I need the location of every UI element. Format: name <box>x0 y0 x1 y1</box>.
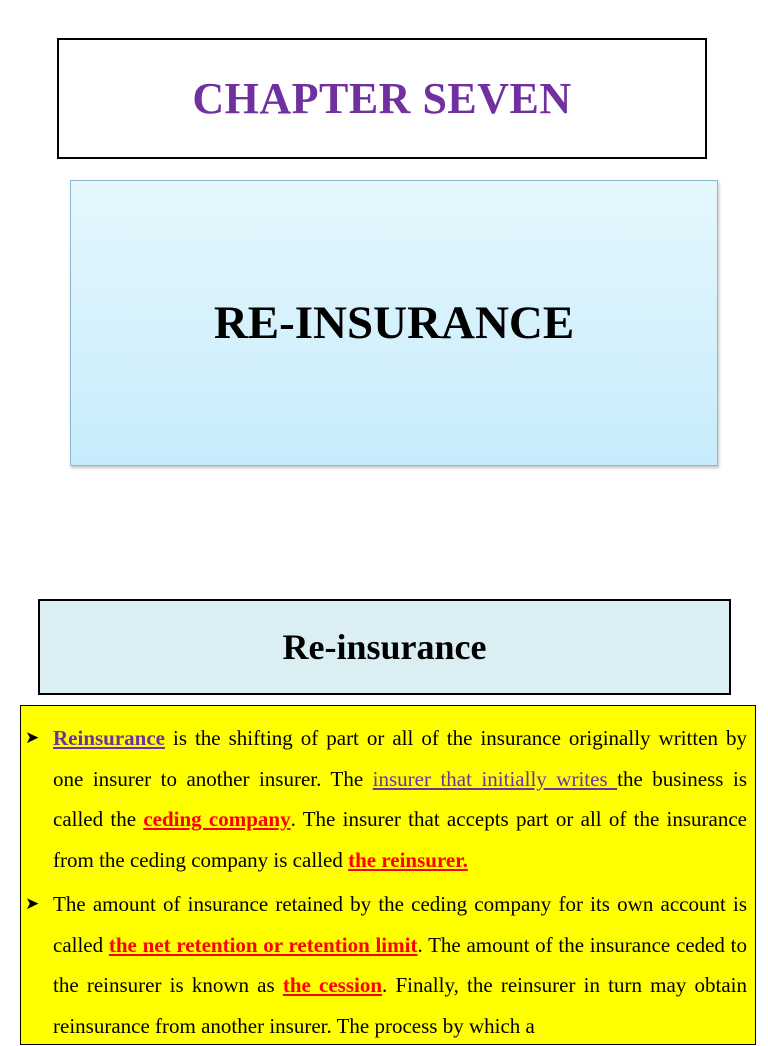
term-ceding-company: ceding company <box>143 807 291 831</box>
section-title: Re-insurance <box>282 627 487 667</box>
term-net-retention: the net retention or retention limit <box>108 932 418 957</box>
term-the-cession: the cession <box>282 973 383 997</box>
term-the-reinsurer: the reinsurer. <box>348 847 468 872</box>
section-title-box <box>38 599 731 695</box>
bullet-text: The amount of insurance retained by the ceding company for its own account is called <box>53 892 747 957</box>
bullet-item-1 <box>25 718 747 880</box>
bullet-item-2 <box>25 884 747 1046</box>
insurer-initially-writes-text: insurer that initially writes <box>372 766 618 791</box>
arrow-bullet-icon: ➤ <box>25 894 40 913</box>
bullet-text: the business is called the <box>53 766 747 831</box>
bullet-text: is the shifting of part or all of the insurance originally written by one insurer to another insurer. The <box>53 726 747 791</box>
bullet-text: . The insurer that accepts part or all of the insurance from the ceding company is called <box>53 807 747 872</box>
term-reinsurance: Reinsurance <box>53 726 165 750</box>
arrow-bullet-icon: ➤ <box>25 728 40 747</box>
main-title-box <box>70 180 718 466</box>
chapter-header-box <box>57 38 707 159</box>
chapter-title: CHAPTER SEVEN <box>192 74 572 123</box>
bullet-text: . The amount of the insurance ceded to the reinsurer is known as <box>53 932 747 997</box>
content-box <box>20 705 756 1045</box>
main-title: RE-INSURANCE <box>213 297 575 349</box>
bullet-text: . Finally, the reinsurer in turn may obtain reinsurance from another insurer. The process by which a <box>53 973 747 1038</box>
